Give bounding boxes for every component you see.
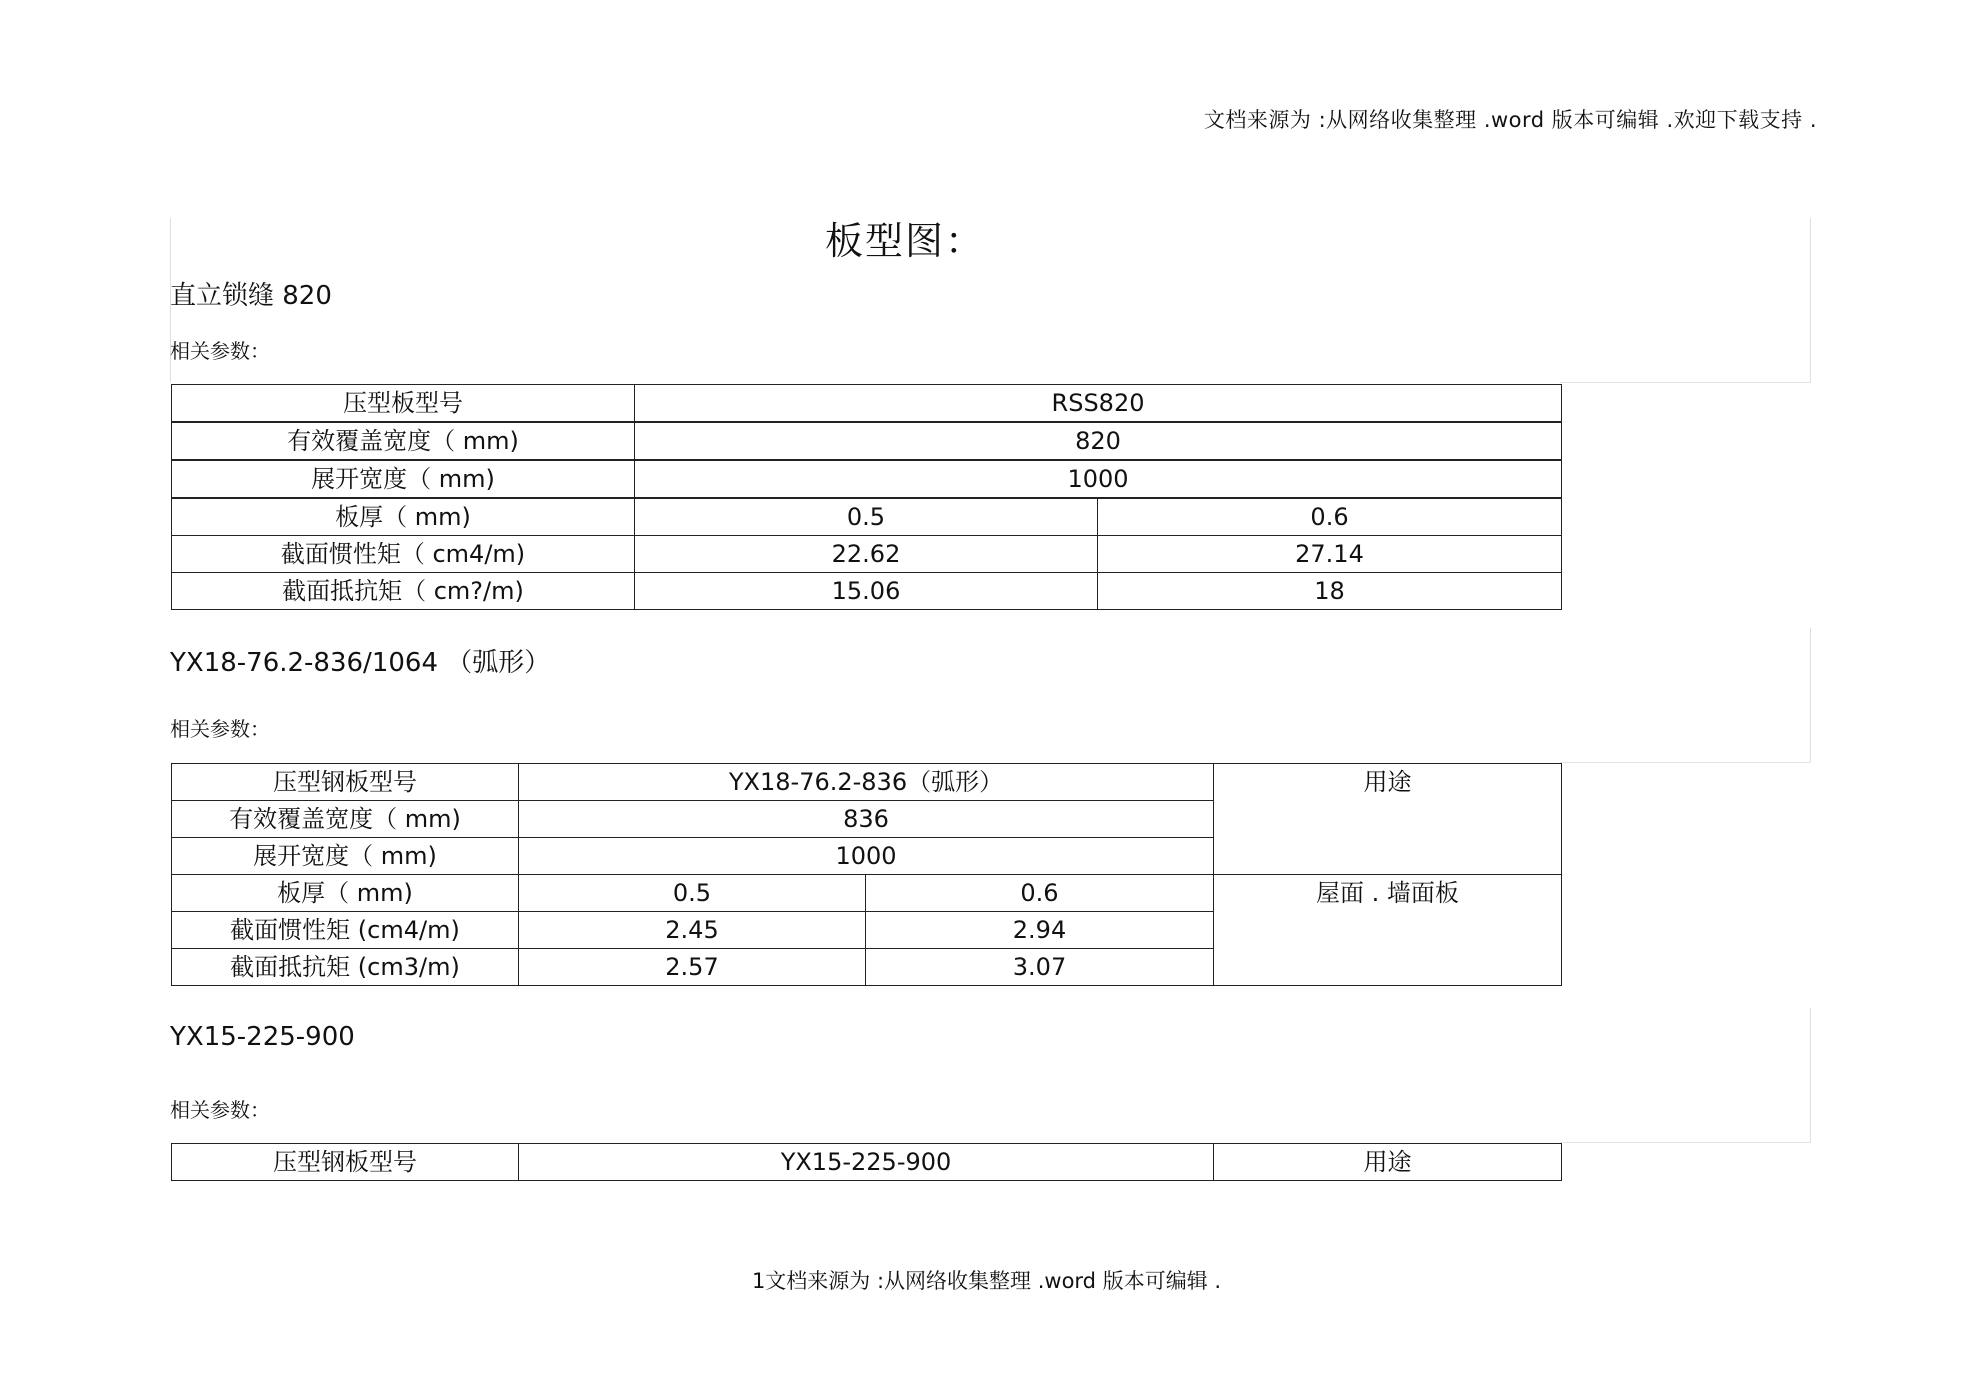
cell-value: 1000	[635, 460, 1562, 498]
cell-value: 820	[635, 422, 1562, 460]
section-title: YX15-225-900	[170, 1022, 355, 1052]
params-table-1	[171, 384, 1562, 610]
row-label: 展开宽度（ mm)	[172, 460, 635, 498]
frame-line	[1560, 1142, 1811, 1143]
cell-value: 836	[519, 801, 1214, 838]
cell-value: 3.07	[866, 949, 1214, 986]
cell-value: 18	[1098, 573, 1562, 610]
table-row	[172, 460, 1562, 498]
table-row	[172, 573, 1562, 610]
row-label: 截面抵抗矩（ cm?/m)	[172, 573, 635, 610]
params-label: 相关参数：	[170, 717, 270, 741]
usage-header: 用途	[1214, 1144, 1562, 1181]
frame-line	[1810, 628, 1811, 762]
cell-value: 27.14	[1098, 536, 1562, 573]
table-row	[172, 498, 1562, 536]
section-title: 直立锁缝 820	[170, 281, 332, 311]
cell-value: 2.94	[866, 912, 1214, 949]
cell-value: 2.45	[519, 912, 866, 949]
cell-value: 0.5	[519, 875, 866, 912]
row-label: 板厚（ mm)	[172, 875, 519, 912]
header-note: 文档来源为 :从网络收集整理 .word 版本可编辑 .欢迎下载支持 .	[1203, 108, 1817, 132]
cell-value: RSS820	[635, 385, 1562, 423]
params-label: 相关参数：	[170, 339, 270, 363]
cell-value: 0.6	[1098, 498, 1562, 536]
params-label: 相关参数：	[170, 1098, 270, 1122]
page-title: 板型图：	[824, 219, 985, 263]
row-label: 压型钢板型号	[172, 764, 519, 801]
table-row	[172, 385, 1562, 423]
section-title: YX18-76.2-836/1064 （弧形）	[170, 648, 551, 678]
cell-value: 22.62	[635, 536, 1098, 573]
frame-line	[1810, 218, 1811, 382]
cell-value: 15.06	[635, 573, 1098, 610]
table-row	[172, 536, 1562, 573]
row-label: 截面惯性矩 (cm4/m)	[172, 912, 519, 949]
cell-value: YX18-76.2-836（弧形）	[519, 764, 1214, 801]
frame-line	[1560, 382, 1811, 383]
footer-note: 1文档来源为 :从网络收集整理 .word 版本可编辑 .	[751, 1269, 1222, 1293]
frame-line	[1810, 1008, 1811, 1142]
row-label: 截面惯性矩（ cm4/m)	[172, 536, 635, 573]
usage-header: 用途	[1214, 764, 1562, 875]
table-row	[172, 764, 1562, 801]
table-row	[172, 1144, 1562, 1181]
row-label: 板厚（ mm)	[172, 498, 635, 536]
table-row	[172, 422, 1562, 460]
frame-line	[1560, 762, 1811, 763]
params-table-2	[171, 763, 1562, 986]
cell-value: 0.5	[635, 498, 1098, 536]
row-label: 压型钢板型号	[172, 1144, 519, 1181]
row-label: 有效覆盖宽度（ mm)	[172, 801, 519, 838]
cell-value: 1000	[519, 838, 1214, 875]
row-label: 压型板型号	[172, 385, 635, 423]
params-table-3	[171, 1143, 1562, 1181]
row-label: 有效覆盖宽度（ mm)	[172, 422, 635, 460]
cell-value: 2.57	[519, 949, 866, 986]
cell-value: YX15-225-900	[519, 1144, 1214, 1181]
usage-value: 屋面 . 墙面板	[1214, 875, 1562, 986]
row-label: 截面抵抗矩 (cm3/m)	[172, 949, 519, 986]
row-label: 展开宽度（ mm)	[172, 838, 519, 875]
cell-value: 0.6	[866, 875, 1214, 912]
table-row	[172, 875, 1562, 912]
